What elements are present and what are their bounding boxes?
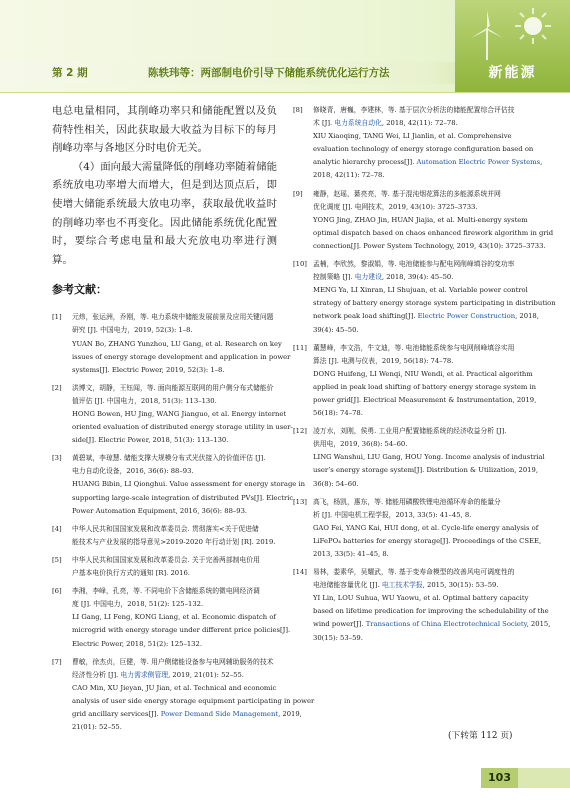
reference-line: HONG Bowen, HU Jing, WANG Jianguo, et al. Energy internet	[72, 410, 287, 418]
reference-line: 曹敏，徐杰贞，巨健，等. 用户侧储能设备参与电网辅助服务的技术	[72, 657, 274, 666]
reference-number: [11]	[293, 343, 307, 352]
reference-line: 中华人民共和国国家发展和改革委员会. 关于完善两部制电价用	[72, 555, 260, 564]
reference-line: LiFePO₄ batteries for energy storage[J]. Proceedings of the CSEE,	[313, 536, 542, 545]
reference-item	[293, 496, 542, 561]
body-paragraph: 电总电量相同，其削峰功率只和储能配置以及负荷特性相关，因此获取最大收益为目标下的每月削峰功率与各地区分时电价无关。	[52, 105, 277, 155]
reference-line: 元炜，张运洲，乔刚，等. 电力系统中储能发展前景及应用关键问题	[72, 313, 274, 322]
reference-line: 析 [J]. 中国电机工程学报，2013, 33(5): 41–45, 8.	[313, 510, 472, 519]
reference-item	[52, 656, 315, 735]
body-paragraph: （4）面向最大需量降低的削峰功率随着储能系统放电功率增大而增大，但是到达顶点后，即使增大储能系统最大放电功率，获取最优收益时的削峰功率也不再变化。因此储能系统优化配置时，要综合考虑电量和最大充放电功率进行测算。	[52, 160, 277, 266]
reference-number: [6]	[52, 587, 62, 596]
reference-item	[293, 104, 543, 183]
reference-line: 56(18): 74–78.	[313, 409, 363, 418]
reference-line: 算法 [J]. 电测与仪表，2019, 56(18): 74–78.	[313, 356, 454, 365]
journal-link[interactable]: Electric Power Construction	[417, 312, 516, 321]
reference-item	[52, 311, 291, 376]
reference-line: issues of energy storage development and application in power	[72, 352, 291, 361]
reference-number: [12]	[293, 427, 307, 436]
journal-brand	[455, 0, 570, 92]
reference-line: user’s energy storage system[J]. Distribution & Utilization, 2019,	[313, 466, 538, 475]
reference-line: 值评估 [J]. 中国电力，2018, 51(3): 113–130.	[72, 396, 217, 405]
reference-line: 供用电，2019, 36(8): 54–60.	[313, 440, 408, 449]
reference-line: 电力自动化设备，2016, 36(6): 88–93.	[72, 467, 194, 476]
reference-line: 雍静，赵瑶，綦亮亮，等. 基于混沌烟花算法的多能源系统并网	[313, 189, 501, 198]
reference-item	[293, 258, 556, 337]
page-number-band	[518, 768, 570, 788]
reference-item	[293, 566, 551, 645]
brand-name: 新能源	[488, 65, 537, 81]
reference-line: 中华人民共和国国家发展和改革委员会. 贯彻落实<关于促进储	[72, 524, 259, 533]
reference-number: [9]	[293, 189, 303, 198]
reference-line: 2018, 42(11): 72–78.	[313, 171, 385, 180]
reference-line: 电池储能容量优化 [J]. 电工技术学报, 2015, 30(15): 53–59.	[313, 581, 499, 590]
reference-number: [3]	[52, 454, 62, 463]
reference-line: HUANG Bibin, LI Qionghui. Value assessment for energy storage in	[72, 480, 306, 489]
reference-line: 孟楠，李欣然，黎淑娟，等. 电池储能参与配电网削峰填谷的变功率	[313, 260, 515, 269]
reference-line: microgrid with energy storage under different price policies[J].	[72, 626, 291, 635]
reference-item	[52, 523, 277, 549]
reference-line: network peak load shifting[J]. Electric Power Construction, 2018,	[313, 312, 539, 321]
reference-line: supporting large-scale integration of distributed PVs[J]. Electric	[72, 493, 294, 502]
reference-number: [14]	[293, 568, 307, 577]
reference-number: [7]	[52, 657, 62, 666]
reference-line: CAO Min, XU Jieyan, JU Jian, et al. Technical and economic	[72, 683, 277, 692]
reference-line: LI Gang, LI Feng, KONG Liang, et al. Economic dispatch of	[72, 613, 276, 622]
reference-number: [5]	[52, 555, 62, 564]
reference-line: YUAN Bo, ZHANG Yunzhou, LU Gang, et al. Research on key	[72, 339, 282, 348]
reference-line: 洪博文，胡静，王钰闻，等. 面向能源互联网的用户侧分布式储能价	[72, 383, 274, 392]
issue-number: 第 2 期	[52, 67, 88, 79]
reference-line: 控制策略 [J]. 电力建设, 2018, 39(4): 45–50.	[313, 273, 454, 282]
reference-line: 36(8): 54–60.	[313, 479, 359, 488]
right-column	[293, 104, 556, 645]
reference-line: YONG Jing, ZHAO Jin, HUAN Jiajia, et al. Multi-energy system	[313, 215, 528, 224]
journal-link[interactable]: 电力系统自动化	[334, 119, 382, 128]
reference-line: connection[J]. Power System Technology, 2019, 43(10): 3725–3733.	[313, 241, 546, 250]
reference-line: 李湘，李峰，孔亮，等. 不同电价下含储能系统的微电网经济调	[72, 587, 260, 596]
reference-line: optimal dispatch based on chaos enhanced firework algorithm in grid	[313, 228, 554, 237]
reference-line: applied in peak load shifting of battery energy storage system in	[313, 382, 537, 391]
reference-line: GAO Fei, YANG Kai, HUI dong, et al. Cycle-life energy analysis of	[313, 523, 539, 532]
reference-line: analytic hierarchy process[J]. Automation Electric Power Systems,	[313, 158, 543, 167]
reference-line: evaluation technology of energy storage configuration based on	[313, 145, 534, 154]
reference-line: power grid[J]. Electrical Measurement & Instrumentation, 2019,	[313, 395, 537, 404]
reference-line: systems[J]. Electric Power, 2019, 52(3): 1–8.	[72, 365, 225, 374]
journal-link[interactable]: 电力需求侧管理	[120, 670, 169, 679]
reference-number: [2]	[52, 383, 62, 392]
reference-line: strategy of battery energy storage system participating in distribution	[313, 299, 556, 308]
reference-item	[293, 188, 554, 253]
reference-item	[52, 554, 277, 580]
reference-line: analysis of user side energy storage equipment participating in power	[72, 696, 315, 705]
journal-link[interactable]: 电工技术学报	[381, 581, 423, 590]
reference-line: 能技术与产业发展的指导意见>2019-2020 年行动计划 [R]. 2019.	[72, 537, 276, 546]
reference-line: oriented evaluation of distributed energy storage utility in user-	[72, 423, 293, 432]
reference-line: wind power[J]. Transactions of China Electrotechnical Society, 2015,	[313, 620, 551, 629]
reference-line: DONG Huifeng, LI Wenqi, NIU Wendi, et al. Practical algorithm	[313, 369, 533, 378]
sun-icon	[513, 6, 553, 46]
journal-link[interactable]: Power Demand Side Management	[160, 709, 279, 718]
reference-item	[293, 342, 537, 421]
references-heading: 参考文献：	[52, 283, 107, 297]
reference-number: [4]	[52, 524, 62, 533]
reference-line: 修晓青，唐巍，李建林，等. 基于层次分析法的储能配置综合评估技	[313, 106, 515, 114]
reference-line: 经济性分析 [J]. 电力需求侧管理, 2019, 21(01): 52–55.	[72, 670, 244, 679]
reference-line: 优化调度 [J]. 电网技术，2019, 43(10): 3725–3733.	[313, 202, 478, 211]
reference-line: 易林，娄素华，吴耀武，等. 基于变寿命模型的改善风电可调度性的	[313, 568, 515, 577]
reference-line: 39(4): 45–50.	[313, 325, 359, 334]
reference-item	[293, 425, 545, 490]
reference-line: 高飞，杨凯，惠东，等. 储能用磷酸铁锂电池循环寿命的能量分	[313, 497, 501, 506]
reference-line: based on lifetime predication for improving the schedulability of the	[313, 607, 549, 616]
reference-line: XIU Xiaoqing, TANG Wei, LI Jianlin, et al. Comprehensive	[313, 132, 512, 141]
journal-link[interactable]: Automation Electric Power Systems	[416, 158, 541, 167]
wind-turbine-icon	[465, 8, 509, 60]
page-number: 103	[481, 768, 518, 788]
page-header	[0, 0, 570, 93]
journal-link[interactable]: 电力建设	[354, 273, 382, 282]
reference-line: YI Lin, LOU Suhua, WU Yaowu, et al. Optimal battery capacity	[313, 594, 529, 603]
reference-line: 户基本电价执行方式的通知 [R]. 2016.	[72, 569, 190, 578]
reference-item	[52, 585, 291, 650]
reference-line: side[J]. Electric Power, 2018, 51(3): 113–130.	[72, 436, 229, 445]
reference-line: 21(01): 52–55.	[72, 723, 122, 732]
reference-number: [13]	[293, 497, 307, 506]
reference-line: 2013, 33(5): 41–45, 8.	[313, 550, 389, 558]
reference-line: 凌万水，刘刚，侯勇. 工业用户配置储能系统的经济收益分析 [J].	[313, 427, 507, 436]
reference-line: Electric Power, 2018, 51(2): 125–132.	[72, 639, 202, 648]
reference-line: grid ancillary services[J]. Power Demand Side Management, 2019,	[72, 709, 302, 718]
reference-line: 黄碧斌，李琼慧. 储能支撑大规模分布式光伏接入的价值评估 [J].	[72, 454, 266, 463]
reference-line: 研究 [J]. 中国电力，2019, 52(3): 1–8.	[72, 326, 193, 335]
journal-link[interactable]: Transactions of China Electrotechnical Society	[365, 620, 527, 629]
reference-line: LING Wanshui, LIU Gang, HOU Yong. Income analysis of industrial	[313, 453, 545, 462]
reference-line: 董慧峰，李文浩，牛文迪，等. 电池储能系统参与电网削峰填谷实用	[313, 343, 515, 352]
reference-line: MENG Ya, LI Xinran, LI Shujuan, et al. Variable power control	[313, 286, 528, 295]
reference-number: [8]	[293, 106, 303, 114]
reference-line: 30(15): 53–59.	[313, 633, 363, 642]
reference-line: 度 [J]. 中国电力，2018, 51(2): 125–132.	[72, 600, 204, 609]
continued-note: (下转第 112 页)	[448, 731, 513, 741]
reference-line: Power Automation Equipment, 2016, 36(6): 88–93.	[72, 506, 248, 515]
reference-number: [10]	[293, 260, 307, 269]
running-title: 陈轶玮等：两部制电价引导下储能系统优化运行方法	[148, 67, 390, 79]
reference-line: 术 [J]. 电力系统自动化, 2018, 42(11): 72–78.	[313, 119, 458, 128]
reference-number: [1]	[52, 313, 62, 322]
reference-item	[52, 382, 293, 447]
